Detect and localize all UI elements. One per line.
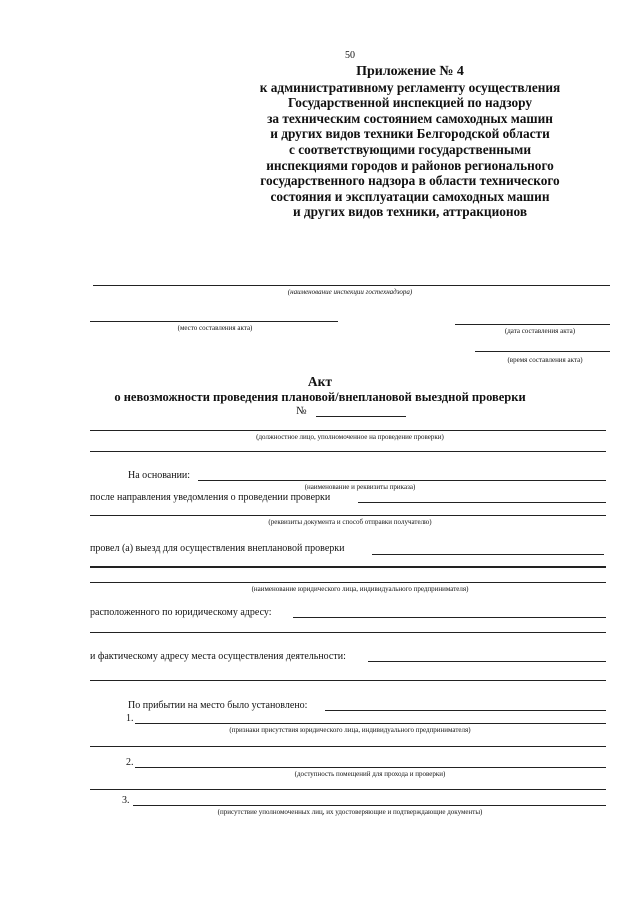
- date-caption: (дата составления акта): [504, 327, 576, 335]
- act-title: Акт: [307, 374, 333, 389]
- time-caption: (время составления акта): [507, 356, 583, 364]
- header-line: состояния и эксплуатации самоходных машин: [270, 188, 550, 204]
- after-notice-label: после направления уведомления о проведении проверки: [90, 492, 331, 503]
- item-1-line-2[interactable]: [90, 746, 606, 747]
- inspection-name-line[interactable]: [93, 285, 610, 286]
- legal-entity-line-thick[interactable]: [90, 566, 606, 568]
- header-line: инспекциями городов и районов регионального: [266, 157, 554, 173]
- header-line: за техническим состоянием самоходных машин: [267, 110, 553, 126]
- header-line: и других видов техники Белгородской области: [270, 126, 550, 142]
- visit-label: провел (а) выезд для осуществления внеплановой проверки: [90, 543, 345, 554]
- authorized-caption: (присутствие уполномоченных лиц, их удостоверяющие и подтверждающие документы): [217, 808, 483, 816]
- after-notice-line[interactable]: [358, 502, 606, 503]
- item-2-label: 2.: [126, 757, 134, 768]
- item-3-label: 3.: [122, 795, 130, 806]
- actual-address-label: и фактическому адресу места осуществления деятельности:: [90, 651, 346, 662]
- legal-address-line-2[interactable]: [90, 632, 606, 633]
- legal-address-label: расположенного по юридическому адресу:: [90, 607, 272, 618]
- legal-entity-line[interactable]: [90, 582, 606, 583]
- act-number-line[interactable]: [316, 416, 406, 417]
- item-1-line[interactable]: [135, 723, 606, 724]
- presence-caption: (признаки присутствия юридического лица, индивидуального предпринимателя): [229, 726, 471, 734]
- visit-line[interactable]: [372, 554, 604, 555]
- act-number-label: №: [296, 405, 307, 417]
- established-line[interactable]: [325, 710, 606, 711]
- time-line[interactable]: [475, 351, 610, 352]
- place-caption: (место составления акта): [177, 324, 253, 332]
- item-2-line[interactable]: [135, 767, 606, 768]
- appendix-header: [200, 64, 620, 220]
- basis-line[interactable]: [198, 480, 606, 481]
- order-caption: (наименование и реквизиты приказа): [304, 483, 416, 491]
- official-line-2[interactable]: [90, 451, 606, 452]
- inspection-name-caption: (наименование инспекции гостехнадзора): [287, 288, 413, 296]
- item-3-line[interactable]: [133, 805, 606, 806]
- header-line: государственного надзора в области технического: [260, 173, 560, 189]
- official-caption: (должностное лицо, уполномоченное на проведение проверки): [256, 433, 444, 441]
- established-label: По прибытии на место было установлено:: [128, 700, 308, 711]
- basis-label: На основании:: [128, 470, 191, 481]
- document-caption: (реквизиты документа и способ отправки получателю): [268, 518, 432, 526]
- page-number: 50: [345, 50, 355, 61]
- header-line: с соответствующими государственными: [288, 141, 532, 157]
- header-line: и других видов техники, аттракционов: [292, 204, 528, 220]
- header-line: к административному регламенту осуществления: [259, 79, 561, 95]
- place-line[interactable]: [90, 321, 338, 322]
- header-line: Приложение № 4: [356, 64, 464, 79]
- act-subtitle: о невозможности проведения плановой/внеплановой выездной проверки: [114, 390, 526, 404]
- legal-address-line[interactable]: [293, 617, 606, 618]
- document-line[interactable]: [90, 515, 606, 516]
- header-line: Государственной инспекцией по надзору: [288, 95, 532, 111]
- actual-address-line[interactable]: [368, 661, 606, 662]
- item-1-label: 1.: [126, 713, 134, 724]
- access-caption: (доступность помещений для прохода и проверки): [294, 770, 446, 778]
- legal-entity-caption: (наименование юридического лица, индивидуального предпринимателя): [251, 585, 469, 593]
- date-line[interactable]: [455, 324, 610, 325]
- actual-address-line-2[interactable]: [90, 680, 606, 681]
- official-line[interactable]: [90, 430, 606, 431]
- item-2-line-2[interactable]: [90, 789, 606, 790]
